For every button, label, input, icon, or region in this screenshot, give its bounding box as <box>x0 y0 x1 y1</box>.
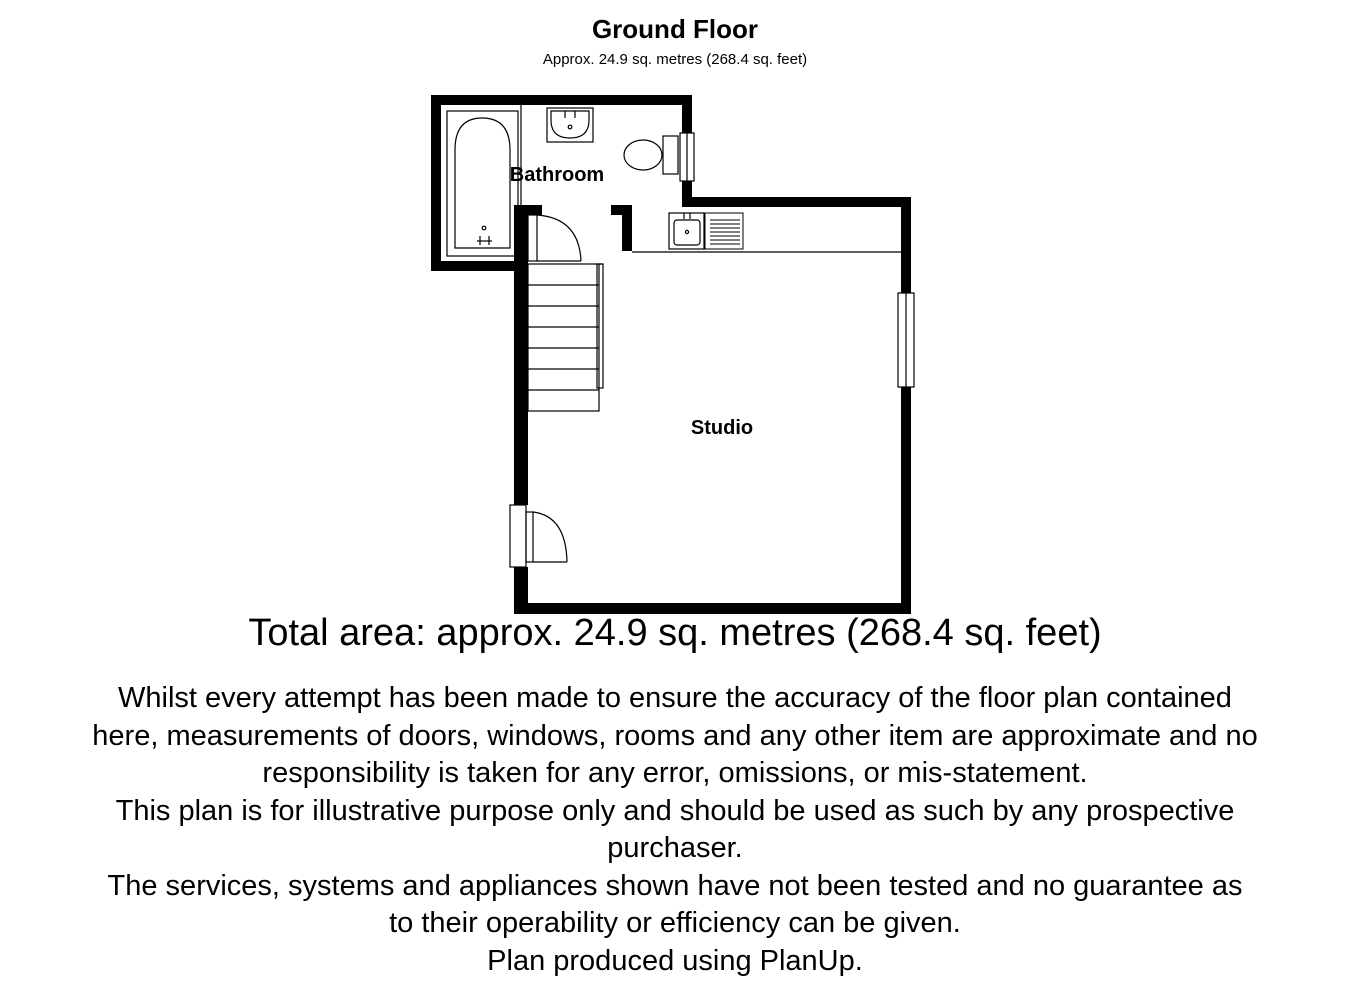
disclaimer-line: to their operability or efficiency can be given. <box>389 907 961 939</box>
toilet-icon <box>624 136 678 174</box>
disclaimer-line: The services, systems and appliances shown have not been tested and no guarantee as <box>107 869 1243 902</box>
drainer-icon <box>705 213 743 249</box>
disclaimer-line: Plan produced using PlanUp. <box>487 944 863 977</box>
studio-window <box>898 293 914 387</box>
bathroom-window <box>680 133 694 181</box>
bath-icon <box>447 111 518 256</box>
bathroom-door <box>528 215 581 261</box>
entrance-door <box>510 505 567 567</box>
disclaimer-line: responsibility is taken for any error, omissions, or mis-statement. <box>262 757 1088 789</box>
walls <box>431 95 911 614</box>
disclaimer-line: here, measurements of doors, windows, rooms and any other item are approximate and no <box>92 719 1258 752</box>
room-label-studio: Studio <box>690 417 754 439</box>
disclaimer-line: purchaser. <box>607 832 743 864</box>
disclaimer <box>10 680 1340 980</box>
disclaimer-line: Whilst every attempt has been made to ensure the accuracy of the floor plan contained <box>118 682 1232 714</box>
total-area: Total area: approx. 24.9 sq. metres (268.4 sq. feet) <box>248 612 1102 654</box>
basin-icon <box>547 108 593 142</box>
floor-area-subtitle: Approx. 24.9 sq. metres (268.4 sq. feet) <box>542 51 808 68</box>
stairs-icon <box>528 264 603 411</box>
room-label-bathroom: Bathroom <box>509 164 605 186</box>
sink-icon <box>669 213 704 249</box>
disclaimer-line: This plan is for illustrative purpose only and should be used as such by any prospective <box>115 794 1235 827</box>
floor-title: Ground Floor <box>591 14 759 44</box>
